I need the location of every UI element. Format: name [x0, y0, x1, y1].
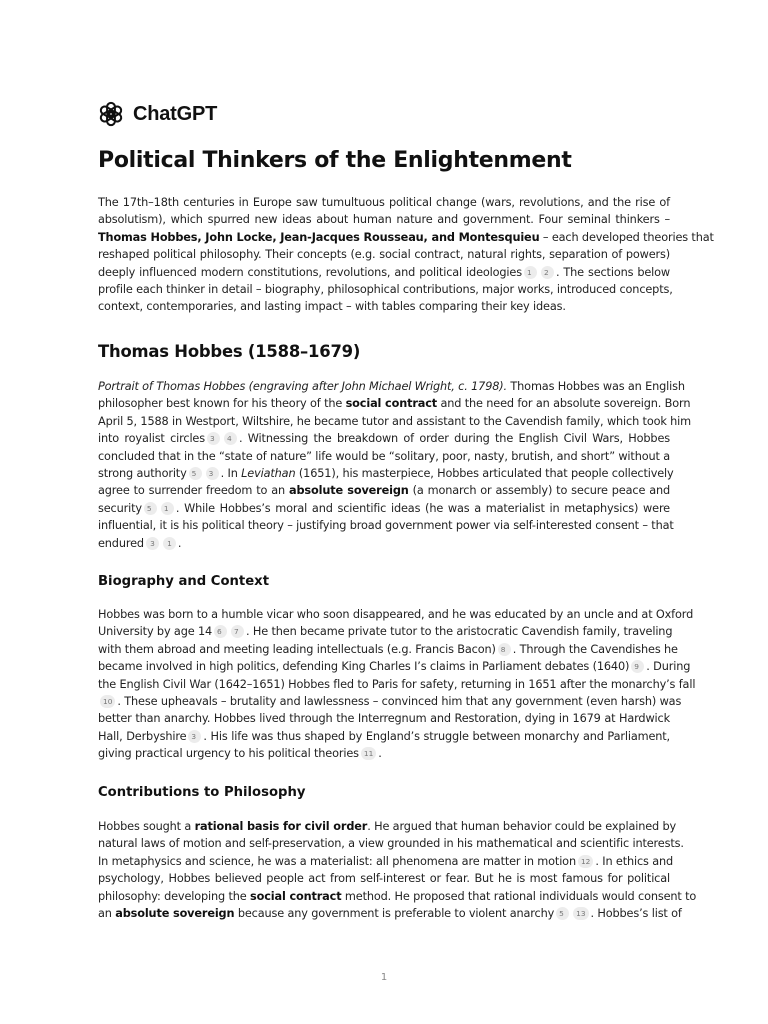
citation-badge[interactable]: 11: [361, 747, 376, 760]
openai-logo-icon: [98, 101, 124, 127]
citation-badge[interactable]: 4: [224, 432, 237, 445]
contributions-paragraph: Hobbes sought a rational basis for civil order. He argued that human behavior could be explained by natural laws of motion and self-preservation, a view grounded in his mathematical and scientific interests. In metaphysics and science, he was a materialist: all phenomena are matter in motion 12 . In ethics and psychology, Hobbes believed people act from self-interest or fear. But he is most famous for political philosophy: developing the social contract method. He proposed that rational individuals would consent to an absolute sovereign because any government is preferable to violent anarchy 5 13 . Hobbes’s list of: [98, 820, 697, 921]
subheading-biography: Biography and Context: [98, 574, 269, 589]
biography-paragraph: Hobbes was born to a humble vicar who soon disappeared, and he was educated by an uncle and at Oxford University by age 14 6 7 . He then became private tutor to the aristocratic Cavendish family, traveling with them abroad and meeting leading intellectuals (e.g. Francis Bacon) 8 . Through the Cavendishes he became involved in high politics, defending King Charles I’s claims in Parliament debates (1640) 9 . During the English Civil War (1642–1651) Hobbes fled to Paris for safety, returning in 1651 after the monarchy’s fall 10 . These upheavals – brutality and lawlessness – convinced him that any government (even harsh) was better than anarchy. Hobbes lived through the Interregnum and Restoration, dying in 1679 at Hardwick Hall, Derbyshire 3 . His life was thus shaped by England’s struggle between monarchy and Parliament, giving practical urgency to his political theories 11 .: [98, 608, 696, 761]
page-number: 1: [380, 972, 388, 983]
citation-badge[interactable]: 13: [573, 907, 588, 920]
hobbes-intro-paragraph: Portrait of Thomas Hobbes (engraving after John Michael Wright, c. 1798). Thomas Hobbes was an English philosopher best known for his theory of the social contract and the need for an absolute sovereign. Born April 5, 1588 in Westport, Wiltshire, he became tutor and assistant to the Cavendish family, which took him into royalist circles 3 4 . Witnessing the breakdown of order during the English Civil Wars, Hobbes concluded that in the “state of nature” life would be “solitary, poor, nasty, brutish, and short” without a strong authority 5 3 . In Leviathan (1651), his masterpiece, Hobbes articulated that people collectively agree to surrender freedom to an absolute sovereign (a monarch or assembly) to secure peace and security 5 1 . While Hobbes’s moral and scientific ideas (he was a materialist in metaphysics) were influential, it is his political theory – justifying broad government power via self-interested consent – that endured 3 1 .: [98, 380, 692, 550]
citation-badge[interactable]: 1: [524, 266, 537, 279]
brand-header: [98, 100, 217, 128]
citation-badge[interactable]: 5: [556, 907, 569, 920]
citation-badge[interactable]: 8: [498, 643, 511, 656]
citation-badge[interactable]: 6: [214, 625, 227, 638]
citation-badge[interactable]: 1: [163, 537, 176, 550]
citation-badge[interactable]: 3: [146, 537, 159, 550]
subheading-contributions: Contributions to Philosophy: [98, 785, 306, 800]
citation-badge[interactable]: 5: [144, 502, 157, 515]
portrait-caption: Portrait of Thomas Hobbes (engraving after John Michael Wright, c. 1798).: [98, 380, 507, 393]
citation-badge[interactable]: 1: [161, 502, 174, 515]
page-title: Political Thinkers of the Enlightenment: [98, 148, 572, 173]
citation-badge[interactable]: 3: [206, 467, 219, 480]
citation-badge[interactable]: 7: [231, 625, 244, 638]
citation-badge[interactable]: 12: [578, 855, 593, 868]
citation-badge[interactable]: 9: [631, 660, 644, 673]
citation-badge[interactable]: 10: [100, 695, 115, 708]
citation-badge[interactable]: 3: [188, 730, 201, 743]
brand-name: ChatGPT: [133, 102, 218, 125]
citation-badge[interactable]: 5: [189, 467, 202, 480]
intro-paragraph: The 17th–18th centuries in Europe saw tumultuous political change (wars, revolutions, and the rise of absolutism), which spurred new ideas about human nature and government. Four seminal thinkers – Thomas Hobbes, John Locke, Jean-Jacques Rousseau, and Montesquieu – each developed theories that reshaped political philosophy. Their concepts (e.g. social contract, natural rights, separation of powers) deeply influenced modern constitutions, revolutions, and political ideologies 1 2 . The sections below profile each thinker in detail – biography, philosophical contributions, major works, introduced concepts, context, contemporaries, and lasting impact – with tables comparing their key ideas.: [98, 196, 714, 314]
citation-badge[interactable]: 2: [541, 266, 554, 279]
citation-badge[interactable]: 3: [207, 432, 220, 445]
section-heading-hobbes: Thomas Hobbes (1588–1679): [98, 342, 361, 361]
